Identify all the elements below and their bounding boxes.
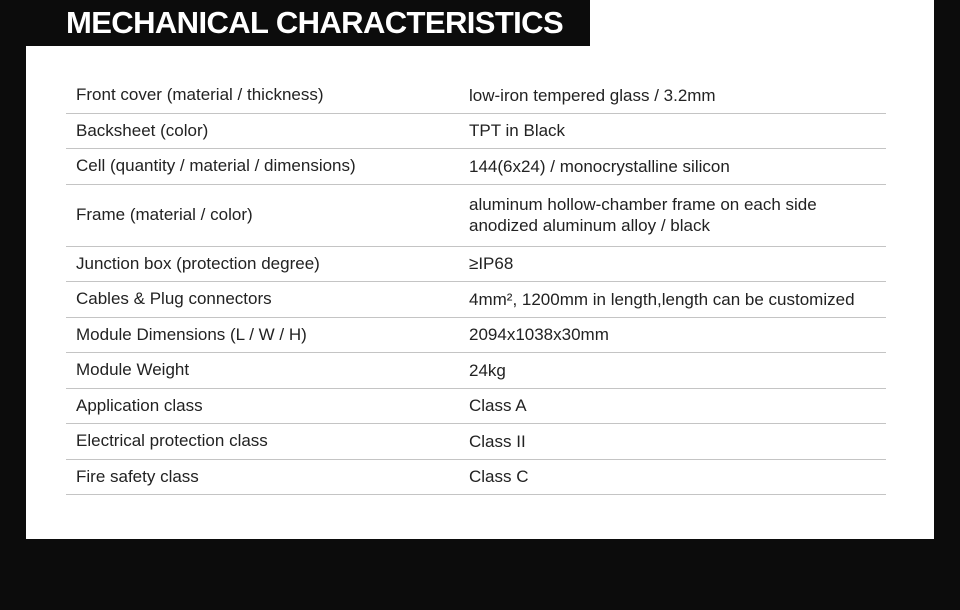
- table-row: [66, 247, 886, 283]
- row-value: 4mm², 1200mm in length,length can be customized: [469, 289, 855, 309]
- row-value: TPT in Black: [469, 121, 566, 141]
- row-label: Front cover (material / thickness): [76, 85, 324, 105]
- spec-table: [66, 78, 886, 495]
- row-label: Application class: [76, 395, 203, 415]
- row-label: Frame (material / color): [76, 205, 253, 224]
- table-row: [66, 318, 886, 354]
- row-label: Fire safety class: [76, 466, 199, 486]
- row-value: aluminum hollow-chamber frame on each side anodized aluminum alloy / black: [469, 195, 817, 235]
- title-bar: [0, 0, 590, 46]
- table-row: [66, 114, 886, 150]
- row-value: 24kg: [469, 360, 506, 380]
- row-label: Cell (quantity / material / dimensions): [76, 156, 356, 176]
- table-row: [66, 78, 886, 114]
- row-label: Cables & Plug connectors: [76, 289, 272, 309]
- spec-card-top: [590, 0, 934, 46]
- table-row: [66, 185, 886, 247]
- row-value: Class A: [469, 396, 527, 416]
- row-label: Module Weight: [76, 360, 190, 380]
- row-value: ≥IP68: [469, 254, 514, 274]
- table-row: [66, 460, 886, 496]
- row-value: 2094x1038x30mm: [469, 325, 609, 345]
- row-value: Class II: [469, 431, 526, 451]
- page-title: MECHANICAL CHARACTERISTICS: [66, 5, 564, 40]
- table-row: [66, 424, 886, 460]
- table-row: [66, 353, 886, 389]
- row-label: Module Dimensions (L / W / H): [76, 324, 307, 344]
- row-label: Electrical protection class: [76, 431, 268, 451]
- row-label: Backsheet (color): [76, 120, 209, 140]
- table-row: [66, 389, 886, 425]
- table-row: [66, 149, 886, 185]
- row-value: low-iron tempered glass / 3.2mm: [469, 85, 716, 105]
- row-label: Junction box (protection degree): [76, 253, 320, 273]
- row-value: 144(6x24) / monocrystalline silicon: [469, 156, 730, 176]
- table-row: [66, 282, 886, 318]
- row-value: Class C: [469, 467, 529, 487]
